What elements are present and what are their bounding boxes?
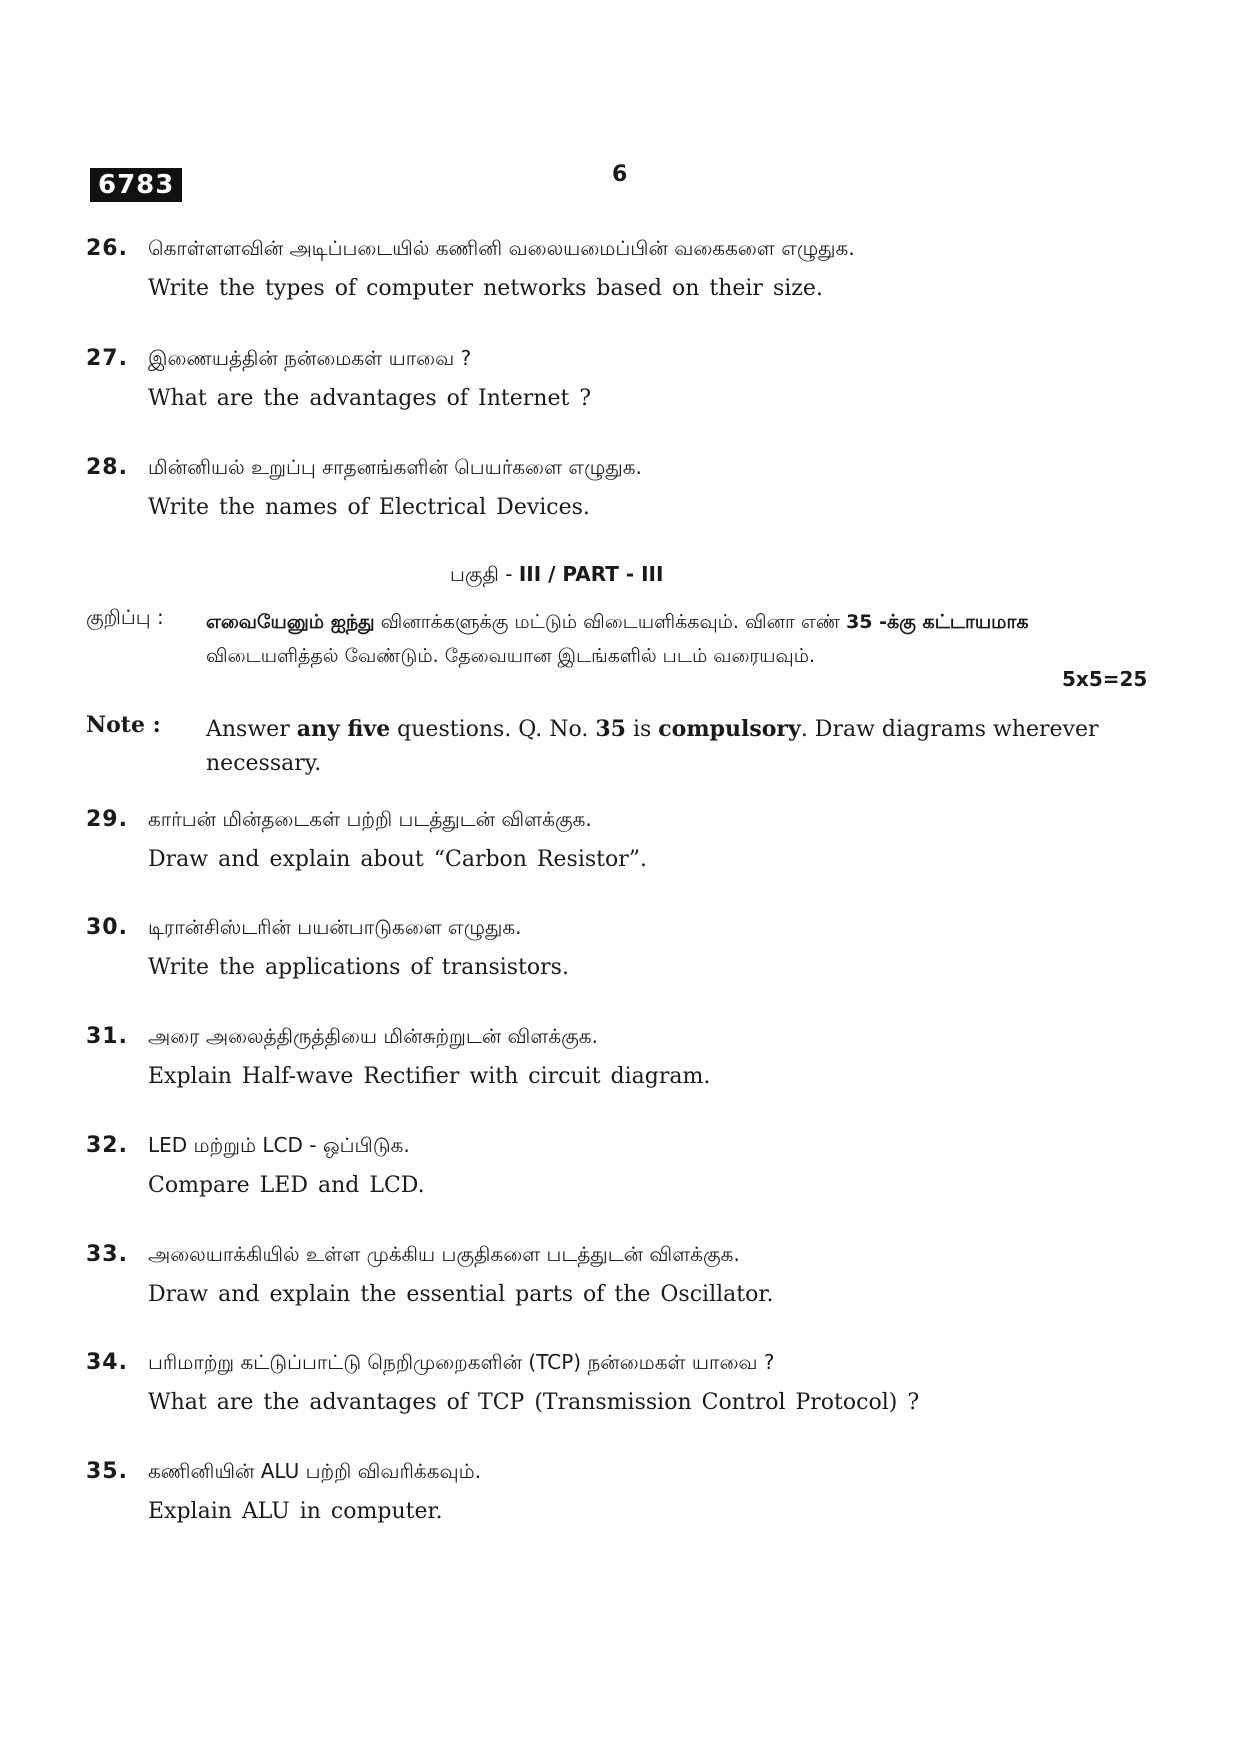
note-bold: 35 [595,716,626,742]
english-note-text [206,712,1126,781]
question-text-tamil: கார்பன் மின்தடைகள் பற்றி படத்துடன் விளக்குக. [148,807,592,831]
part-heading-tamil: பகுதி - [450,562,513,586]
english-note-label: Note : [86,712,161,738]
question-text-english: Explain Half-wave Rectifier with circuit diagram. [148,1064,711,1089]
question-number: 28. [86,455,128,480]
part-heading [450,562,663,589]
question-number: 26. [86,236,128,261]
note-span: is [625,717,659,742]
tamil-note-bold: 35 -க்கு கட்டாயமாக [846,611,1029,633]
question-text-tamil: இணையத்தின் நன்மைகள் யாவை ? [148,346,472,370]
question-number: 31. [86,1024,128,1049]
question-text-english: What are the advantages of Internet ? [148,386,592,411]
tamil-note-label: குறிப்பு : [86,605,164,629]
note-span: Answer [206,717,297,742]
question-text-tamil: அலையாக்கியில் உள்ள முக்கிய பகுதிகளை படத்துடன் விளக்குக. [148,1242,740,1266]
question-number: 30. [86,915,128,940]
question-text-english: Write the types of computer networks based on their size. [148,276,823,301]
question-text-tamil: அரை அலைத்திருத்தியை மின்சுற்றுடன் விளக்குக. [148,1024,598,1048]
tamil-note-span: வினாக்களுக்கு மட்டும் விடையளிக்கவும். வினா எண் [374,611,847,633]
question-text-english: Write the applications of transistors. [148,955,569,980]
paper-code: 6783 [90,168,182,202]
tamil-note-span: விடையளித்தல் வேண்டும். தேவையான இடங்களில் படம் வரையவும். [206,645,816,667]
tamil-note-bold: எவையேனும் ஐந்து [206,611,375,633]
question-text-tamil: மின்னியல் உறுப்பு சாதனங்களின் பெயர்களை எழுதுக. [148,455,642,479]
question-number: 29. [86,807,128,832]
question-text-english: Compare LED and LCD. [148,1173,425,1198]
note-span: questions. Q. No. [390,717,596,742]
question-text-english: Write the names of Electrical Devices. [148,495,590,520]
question-number: 32. [86,1133,128,1158]
question-text-english: Draw and explain about “Carbon Resistor”. [148,847,648,872]
note-bold: any five [296,716,391,742]
page-number: 6 [612,162,628,187]
note-bold: compulsory [658,716,801,742]
question-text-english: Explain ALU in computer. [148,1499,443,1524]
question-text-tamil: கணினியின் ALU பற்றி விவரிக்கவும். [148,1459,482,1483]
note-span: . Draw diagrams wherever necessary. [206,717,1099,776]
tamil-note-text [206,605,1136,673]
question-text-tamil: LED மற்றும் LCD - ஒப்பிடுக. [148,1133,410,1157]
question-number: 27. [86,346,128,371]
part-heading-label: III / PART - III [518,562,664,586]
question-text-tamil: கொள்ளளவின் அடிப்படையில் கணினி வலையமைப்பின் வகைகளை எழுதுக. [148,236,855,260]
question-number: 35. [86,1459,128,1484]
question-text-tamil: டிரான்சிஸ்டரின் பயன்பாடுகளை எழுதுக. [148,915,522,939]
question-number: 33. [86,1242,128,1267]
question-text-tamil: பரிமாற்று கட்டுப்பாட்டு நெறிமுறைகளின் (TCP) நன்மைகள் யாவை ? [148,1350,775,1374]
question-number: 34. [86,1350,128,1375]
marks-allocation: 5x5=25 [1062,667,1148,691]
question-text-english: What are the advantages of TCP (Transmission Control Protocol) ? [148,1390,920,1415]
question-text-english: Draw and explain the essential parts of the Oscillator. [148,1282,774,1307]
